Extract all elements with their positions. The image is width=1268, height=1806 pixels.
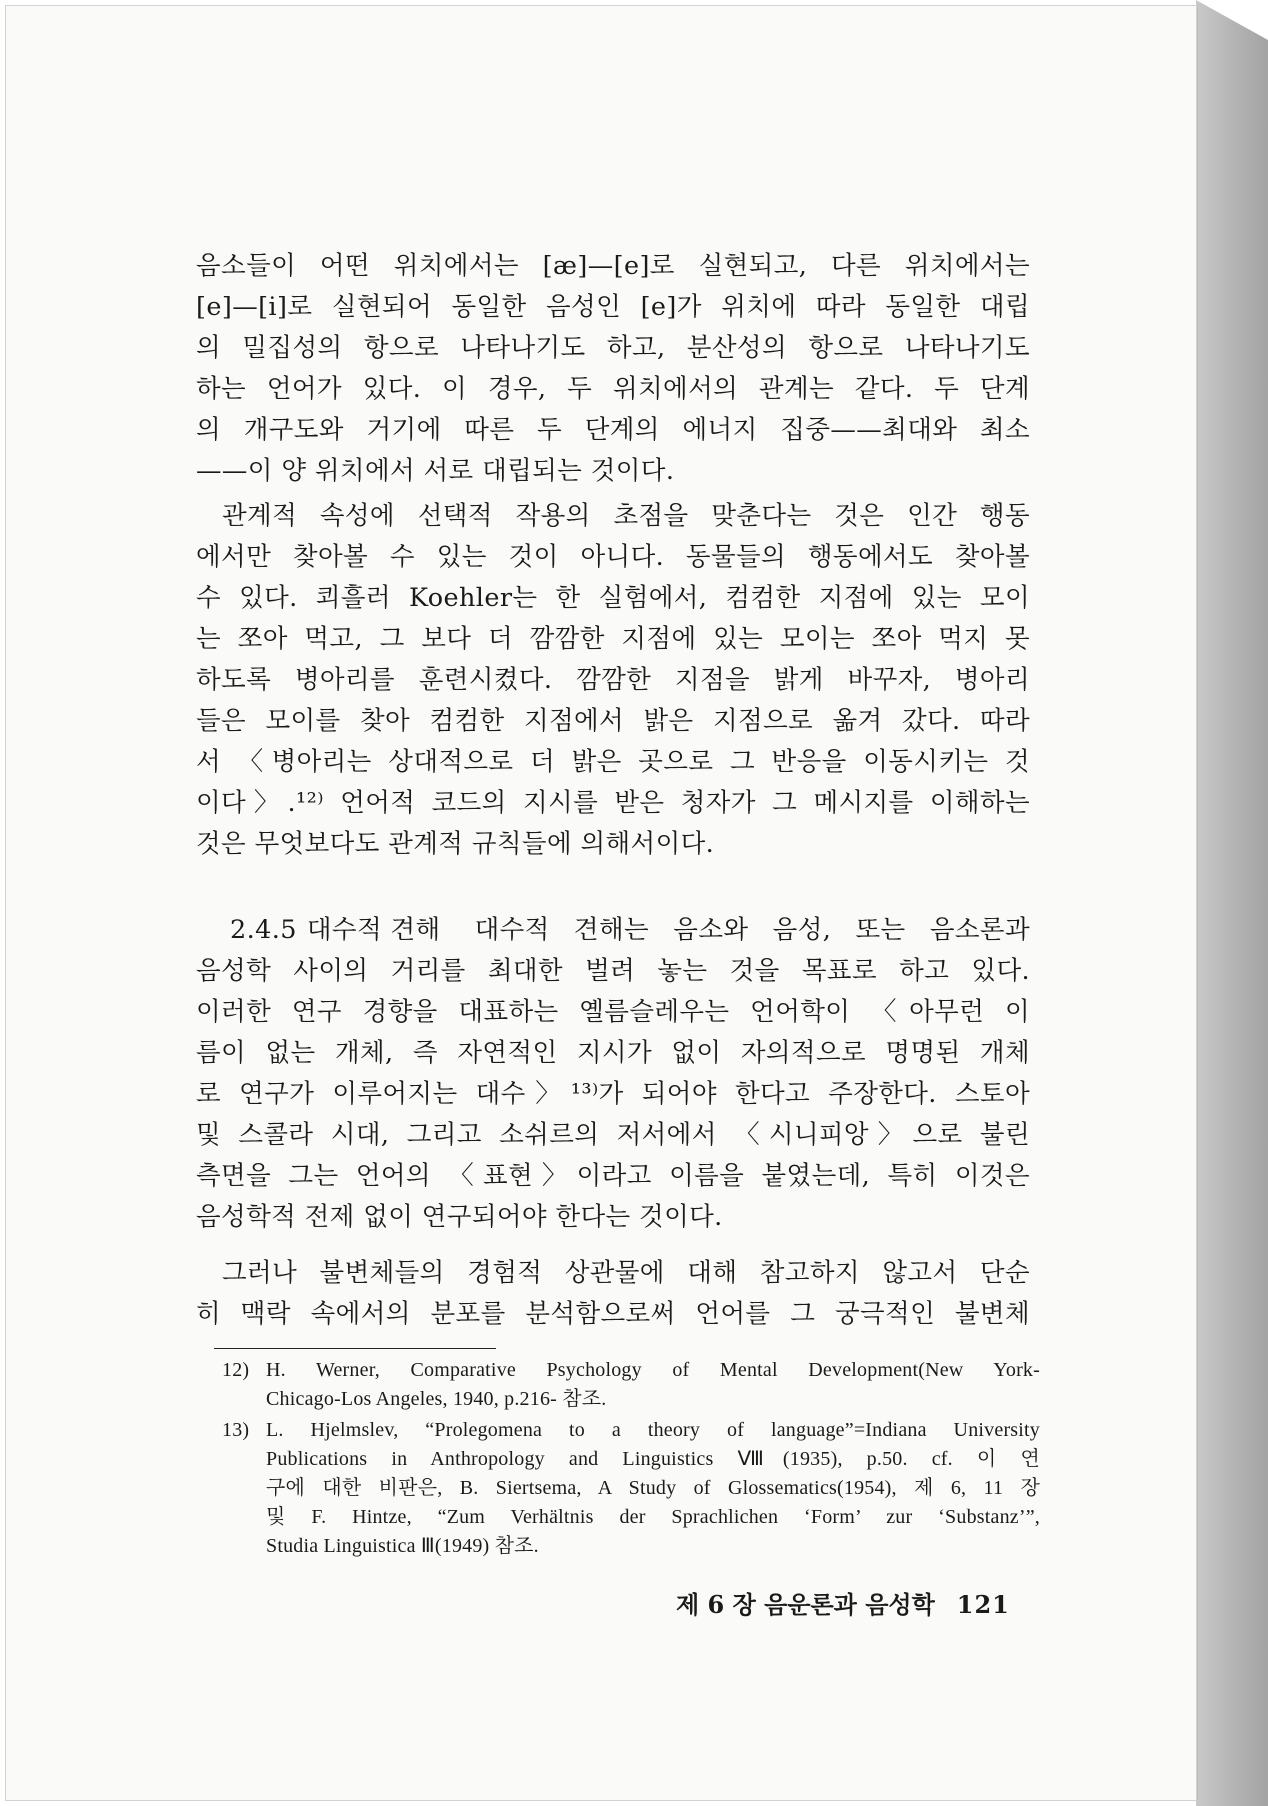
- text-line: 이러한 연구 경향을 대표하는 옐름슬레우는 언어학이 〈아무런 이: [196, 997, 1030, 1027]
- text-line: 들은 모이를 찾아 컴컴한 지점에서 밝은 지점으로 옮겨 갔다. 따라: [196, 706, 1030, 736]
- footnote-number: 13): [222, 1419, 250, 1441]
- footnote-line: L. Hjelmslev, “Prolegomena to a theory of language”=Indiana University: [266, 1419, 1040, 1441]
- text-line: 히 맥락 속에서의 분포를 분석함으로써 언어를 그 궁극적인 불변체: [196, 1299, 1030, 1329]
- text-line: 하는 언어가 있다. 이 경우, 두 위치에서의 관계는 같다. 두 단계: [196, 374, 1030, 404]
- footnote-13: [222, 1416, 1040, 1561]
- text-line: 하도록 병아리를 훈련시켰다. 깜깜한 지점을 밝게 바꾸자, 병아리: [196, 665, 1030, 695]
- text-line: 측면을 그는 언어의 〈표현〉이라고 이름을 붙였는데, 특히 이것은: [196, 1161, 1030, 1191]
- text-line: 에서만 찾아볼 수 있는 것이 아니다. 동물들의 행동에서도 찾아볼: [196, 542, 1030, 572]
- text-line: 및 스콜라 시대, 그리고 소쉬르의 저서에서 〈시니피앙〉으로 불린: [196, 1120, 1030, 1150]
- text-line: 이다〉.¹²⁾ 언어적 코드의 지시를 받은 청자가 그 메시지를 이해하는: [196, 788, 1030, 818]
- section-2-4-5: [196, 910, 1030, 1238]
- footnote-line: Publications in Anthropology and Linguistics Ⅷ(1935), p.50. cf. 이 연: [266, 1448, 1040, 1470]
- book-edge: [1196, 0, 1268, 1806]
- section-heading-line: [196, 910, 1030, 951]
- text-line: 음성학 사이의 거리를 최대한 벌려 놓는 것을 목표로 하고 있다.: [196, 956, 1030, 986]
- footnote-line: 및 F. Hintze, “Zum Verhältnis der Sprachlichen ‘Form’ zur ‘Substanz’”,: [266, 1506, 1040, 1528]
- text-line: 그러나 불변체들의 경험적 상관물에 대해 참고하지 않고서 단순: [222, 1258, 1030, 1288]
- footnote-rule: [214, 1348, 496, 1349]
- section-title: 대수적 견해: [306, 915, 441, 945]
- running-footer: [676, 1587, 1016, 1623]
- text-line: 름이 없는 개체, 즉 자연적인 지시가 없이 자의적으로 명명된 개체: [196, 1038, 1030, 1068]
- section-number: 2.4.5: [230, 915, 297, 945]
- text-line: ——이 양 위치에서 서로 대립되는 것이다.: [196, 456, 675, 486]
- text-line: 의 밀집성의 항으로 나타나기도 하고, 분산성의 항으로 나타나기도: [196, 333, 1030, 363]
- footnote-line: H. Werner, Comparative Psychology of Mental Development(New York-: [266, 1359, 1040, 1381]
- paragraph-4: [196, 1253, 1030, 1335]
- text-line: 서 〈병아리는 상대적으로 더 밝은 곳으로 그 반응을 이동시키는 것: [196, 747, 1030, 777]
- text-line: 음성학적 전제 없이 연구되어야 한다는 것이다.: [196, 1202, 723, 1232]
- text-line: 음소들이 어떤 위치에서는 [æ]—[e]로 실현되고, 다른 위치에서는: [196, 251, 1030, 281]
- footnote-number: 12): [222, 1359, 250, 1381]
- paragraph-1: [196, 246, 1030, 492]
- chapter-title: 제 6 장 음운론과 음성학: [676, 1590, 935, 1619]
- footnote-line: 구에 대한 비판은, B. Siertsema, A Study of Glossematics(1954), 제 6, 11 장: [266, 1477, 1040, 1499]
- paragraph-2: [196, 496, 1030, 865]
- text-line: 것은 무엇보다도 관계적 규칙들에 의해서이다.: [196, 829, 715, 859]
- text-line: 는 쪼아 먹고, 그 보다 더 깜깜한 지점에 있는 모이는 쪼아 먹지 못: [196, 624, 1030, 654]
- text-line: 대수적 견해는 음소와 음성, 또는 음소론과: [474, 915, 1030, 945]
- text-line: 의 개구도와 거기에 따른 두 단계의 에너지 집중——최대와 최소: [196, 415, 1030, 445]
- page-number: 121: [956, 1590, 1010, 1619]
- text-line: 관계적 속성에 선택적 작용의 초점을 맞춘다는 것은 인간 행동: [222, 501, 1030, 531]
- text-line: 로 연구가 이루어지는 대수〉¹³⁾가 되어야 한다고 주장한다. 스토아: [196, 1079, 1030, 1109]
- text-line: 수 있다. 쾨흘러 Koehler는 한 실험에서, 컴컴한 지점에 있는 모이: [196, 583, 1030, 613]
- footnote-12: [222, 1356, 1040, 1414]
- footnote-line: Studia Linguistica Ⅲ(1949) 참조.: [266, 1535, 539, 1557]
- text-line: [e]—[i]로 실현되어 동일한 음성인 [e]가 위치에 따라 동일한 대립: [196, 292, 1030, 322]
- footnotes: [222, 1356, 1040, 1563]
- footnote-line: Chicago-Los Angeles, 1940, p.216- 참조.: [266, 1388, 607, 1410]
